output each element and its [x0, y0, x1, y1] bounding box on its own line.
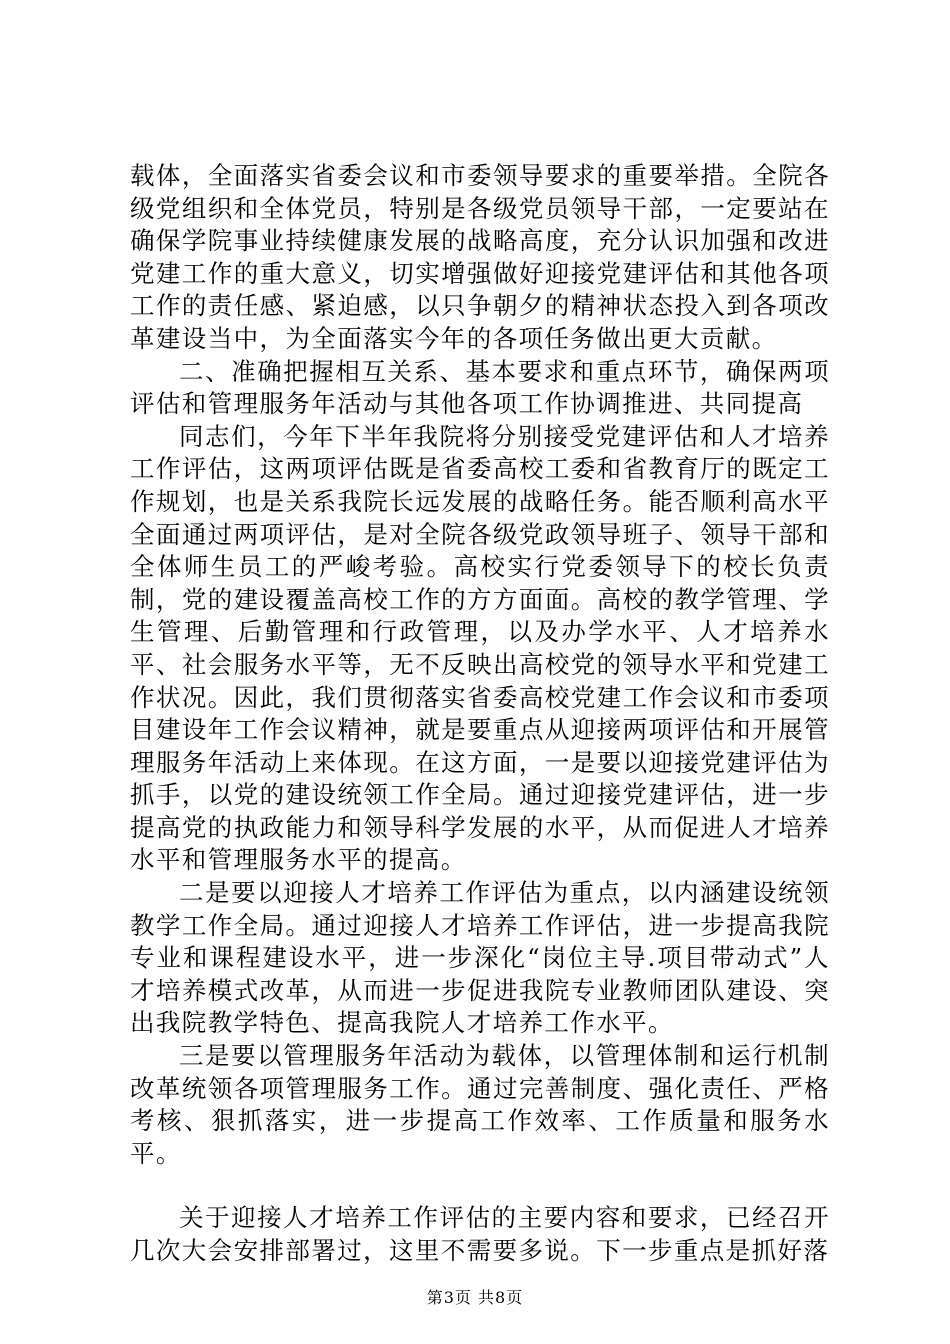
section-heading: 二、准确把握相互关系、基本要求和重点环节，确保两项评估和管理服务年活动与其他各项工作协调推进、共同提高 [130, 356, 830, 419]
paragraph-comrades: 同志们，今年下半年我院将分别接受党建评估和人才培养工作评估，这两项评估既是省委高校工委和省教育厅的既定工作规划，也是关系我院长远发展的战略任务。能否顺利高水平全面通过两项评估，是对全院各级党政领导班子、领导干部和全体师生员工的严峻考验。高校实行党委领导下的校长负责制，党的建设覆盖高校工作的方方面面。高校的教学管理、学生管理、后勤管理和行政管理，以及办学水平、人才培养水平、社会服务水平等，无不反映出高校党的领导水平和党建工作状况。因此，我们贯彻落实省委高校党建工作会议和市委项目建设年工作会议精神，就是要重点从迎接两项评估和开展管理服务年活动上来体现。在这方面，一是要以迎接党建评估为抓手，以党的建设统领工作全局。通过迎接党建评估，进一步提高党的执政能力和领导科学发展的水平，从而促进人才培养水平和管理服务水平的提高。 [130, 421, 830, 875]
document-body [130, 160, 830, 1268]
paragraph-evaluation: 关于迎接人才培养工作评估的主要内容和要求，已经召开几次大会安排部署过，这里不需要多说。下一步重点是抓好落 [130, 1203, 830, 1265]
paragraph-point-two: 二是要以迎接人才培养工作评估为重点，以内涵建设统领教学工作全局。通过迎接人才培养工作评估，进一步提高我院专业和课程建设水平，进一步深化“岗位主导.项目带动式”人才培养模式改革，从而进一步促进我院专业教师团队建设、突出我院教学特色、提高我院人才培养工作水平。 [130, 878, 830, 1038]
paragraph-continuation: 载体，全面落实省委会议和市委领导要求的重要举措。全院各级党组织和全体党员，特别是各级党员领导干部，一定要站在确保学院事业持续健康发展的战略高度，充分认识加强和改进党建工作的重大意义，切实增强做好迎接党建评估和其他各项工作的责任感、紧迫感，以只争朝夕的精神状态投入到各项改革建设当中，为全面落实今年的各项任务做出更大贡献。 [130, 161, 830, 353]
page-number-footer: 第3页 共8页 [426, 1288, 524, 1307]
paragraph-point-three: 三是要以管理服务年活动为载体，以管理体制和运行机制改革统领各项管理服务工作。通过完善制度、强化责任、严格考核、狠抓落实，进一步提高工作效率、工作质量和服务水平。 [130, 1041, 830, 1168]
paragraph-gap [130, 1170, 830, 1202]
